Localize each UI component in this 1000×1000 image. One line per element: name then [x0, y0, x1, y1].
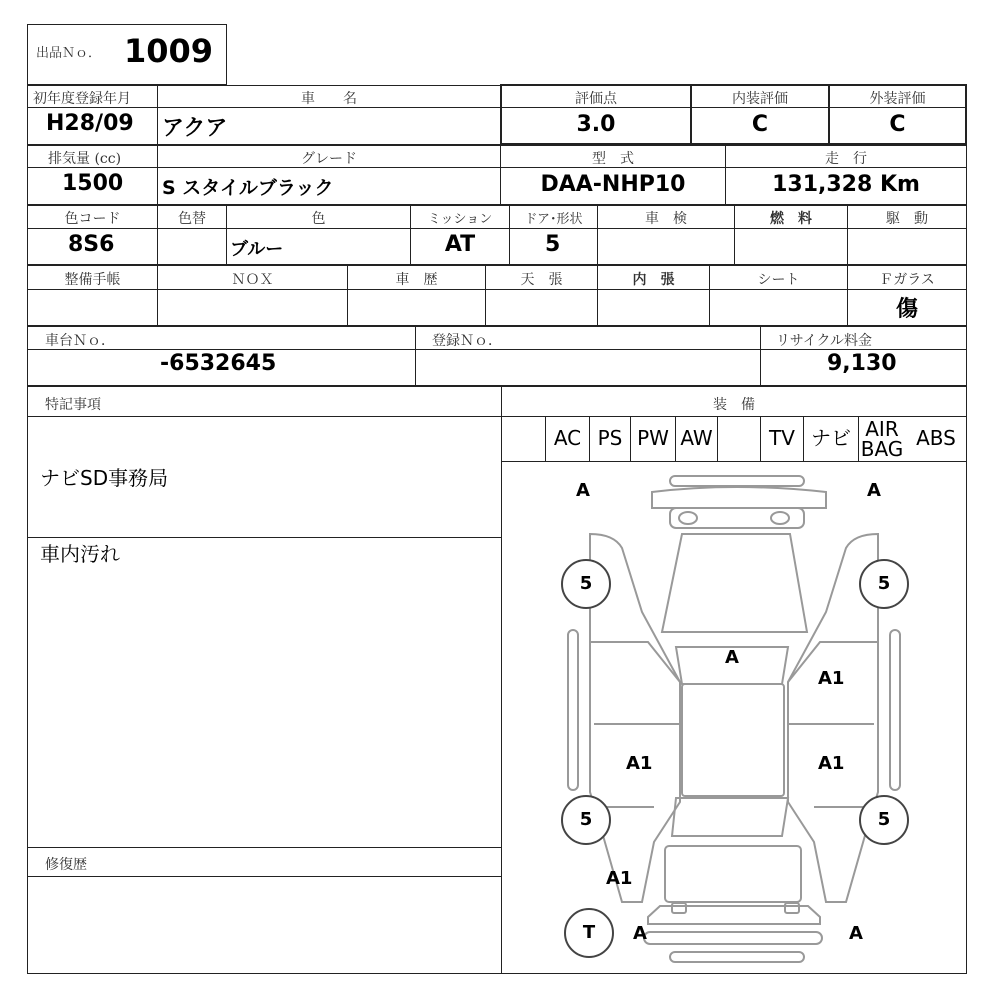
lining-label: 内 張 [632, 272, 675, 288]
grade-value: S スタイルブラック [162, 177, 334, 199]
repair-box [27, 847, 502, 974]
maintenance-label: 整備手帳 [64, 272, 121, 288]
nox-label: ＮＯＸ [231, 272, 274, 288]
score-value: 3.0 [576, 112, 616, 137]
lot-label: 出品Ｎｏ． [36, 46, 102, 61]
mark-rear-bumper-left: A [633, 923, 647, 944]
color-change-label: 色替 [178, 211, 206, 227]
car-name-label: 車 名 [301, 91, 357, 107]
mark-tire: T [564, 908, 614, 958]
lot-number: 1009 [124, 32, 214, 70]
mission-label: ミッション [427, 212, 493, 227]
recycle-label: リサイクル料金 [776, 333, 873, 349]
first-reg-value: H28/09 [46, 111, 134, 136]
equipment-ac: AC [553, 426, 582, 450]
score-label: 評価点 [575, 91, 617, 107]
equipment-airbag: AIR BAG [860, 417, 904, 461]
color-label: 色 [311, 211, 326, 227]
exterior-value: C [889, 112, 906, 137]
displacement-value: 1500 [62, 171, 124, 196]
repair-label: 修復歴 [45, 857, 87, 873]
equipment-abs: ABS [916, 426, 956, 450]
notes-box [27, 386, 502, 848]
interior-label: 内装評価 [732, 91, 788, 107]
door-value: 5 [545, 232, 561, 257]
seat-label: シート [757, 272, 800, 288]
notes-line-1: ナビSD事務局 [40, 466, 169, 490]
mark-rear-left: A1 [606, 868, 633, 889]
door-label: ドア･形状 [524, 212, 583, 227]
grade-label: グレード [301, 151, 357, 167]
notes-label: 特記事項 [45, 397, 101, 413]
mark-rear-bumper-right: A [849, 923, 863, 944]
mark-fender-right: A1 [818, 668, 845, 689]
fuel-label: 燃 料 [770, 211, 812, 227]
equipment-pw: PW [637, 426, 669, 450]
color-code-value: 8S6 [68, 232, 115, 257]
mark-wheel-fl: 5 [561, 559, 611, 609]
equipment-ps: PS [597, 426, 623, 450]
equipment-label: 装 備 [713, 397, 755, 413]
history-label: 車 歴 [395, 272, 438, 288]
mark-wheel-rr: 5 [859, 795, 909, 845]
recycle-value: 9,130 [827, 351, 897, 376]
mark-door-left: A1 [626, 753, 653, 774]
equipment-aw: AW [680, 426, 713, 450]
mileage-value: 131,328 Km [772, 172, 920, 197]
mark-hood: A [725, 647, 739, 668]
model-label: 型 式 [592, 151, 634, 167]
chassis-value: -6532645 [160, 351, 277, 376]
notes-line-2: 車内汚れ [40, 542, 120, 566]
mileage-label: 走 行 [825, 151, 867, 167]
model-value: DAA-NHP10 [540, 172, 686, 197]
fglass-label: Ｆガラス [879, 272, 935, 288]
car-diagram [502, 462, 966, 973]
displacement-label: 排気量 (cc) [48, 151, 122, 167]
car-name-value: アクア [162, 116, 228, 141]
registration-label: 登録Ｎｏ． [432, 333, 502, 349]
equipment-blank [718, 417, 760, 459]
interior-value: C [751, 112, 769, 137]
inspection-label: 車 検 [645, 211, 687, 227]
chassis-label: 車台Ｎｏ． [45, 333, 115, 349]
first-reg-label: 初年度登録年月 [33, 91, 131, 107]
exterior-label: 外装評価 [869, 91, 926, 107]
mark-door-right: A1 [818, 753, 845, 774]
equipment-tv: TV [769, 426, 795, 450]
fglass-value: 傷 [895, 297, 918, 322]
mark-wheel-fr: 5 [859, 559, 909, 609]
drive-label: 駆 動 [886, 211, 928, 227]
equipment-navi: ナビ [811, 426, 851, 450]
mark-front-right: A [867, 480, 881, 501]
color-code-label: 色コード [64, 211, 121, 227]
color-value: ブルー [230, 239, 284, 260]
sunroof-label: 天 張 [520, 272, 563, 288]
mark-front-left: A [576, 480, 590, 501]
mission-value: AT [444, 232, 476, 257]
mark-wheel-rl: 5 [561, 795, 611, 845]
